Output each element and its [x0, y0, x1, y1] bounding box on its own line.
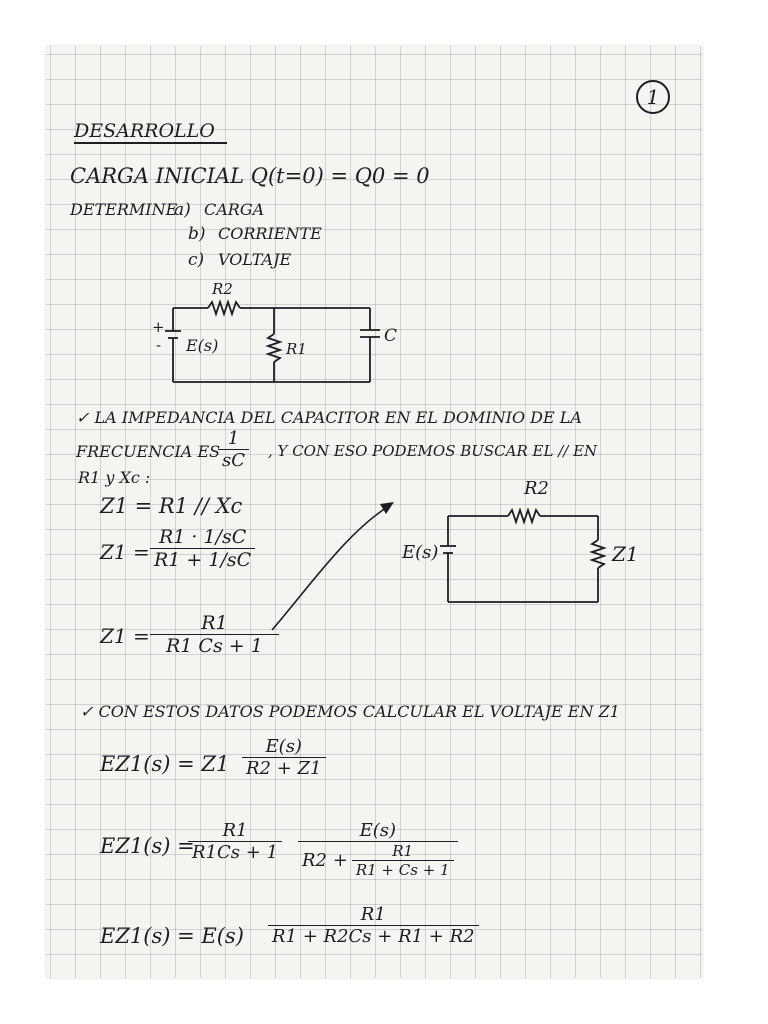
voltage-eq1-denominator: R2 + Z1	[242, 757, 326, 779]
voltage-eq2-numerator-1: R1	[222, 820, 248, 841]
page-number: 1	[636, 80, 670, 114]
nested-denominator: R1 + Cs + 1	[352, 860, 454, 879]
voltage-eq2-fraction-1	[188, 820, 282, 863]
impedance-line-3: R1 y Xc :	[78, 468, 151, 487]
circuit-diagram-2	[46, 46, 702, 746]
voltage-eq3-denominator: R1 + R2Cs + R1 + R2	[268, 925, 479, 947]
voltage-eq2-den-prefix: R2 +	[302, 850, 348, 871]
voltage-eq3-fraction	[268, 904, 479, 947]
voltage-intro: ✓ CON ESTOS DATOS PODEMOS CALCULAR EL VOLTAJE EN Z1	[80, 702, 620, 721]
voltage-eq3-lhs: EZ1(s) = E(s)	[100, 924, 244, 948]
eq3-numerator: R1	[201, 612, 228, 634]
circuit1-r1-label: R1	[286, 340, 307, 358]
circuit1-plus: +	[152, 318, 165, 336]
voltage-eq2-fraction-2	[298, 820, 458, 879]
voltage-eq2-denominator-2	[298, 841, 458, 879]
impedance-line-1: ✓ LA IMPEDANCIA DEL CAPACITOR EN EL DOMINIO DE LA	[76, 408, 582, 427]
equation-z1-lhs-2: Z1 =	[100, 540, 150, 564]
equation-z1-parallel: Z1 = R1 // Xc	[100, 494, 243, 518]
voltage-eq2-denominator-1: R1Cs + 1	[188, 841, 282, 863]
fraction-denominator: sC	[218, 449, 249, 471]
voltage-eq1-lhs: EZ1(s) = Z1	[100, 752, 230, 776]
circuit1-minus: -	[156, 336, 162, 354]
item-c-label: VOLTAJE	[218, 250, 292, 269]
heading: DESARROLLO	[74, 120, 227, 144]
voltage-eq2-lhs: EZ1(s) =	[100, 834, 195, 858]
eq3-denominator: R1 Cs + 1	[150, 634, 279, 657]
item-b-letter: b)	[188, 224, 206, 244]
eq2-numerator: R1 · 1/sC	[158, 526, 247, 548]
nested-numerator: R1	[392, 842, 414, 860]
voltage-eq1-numerator: E(s)	[265, 736, 302, 757]
voltage-eq2-nested-fraction	[352, 842, 454, 879]
voltage-eq2-numerator-2: E(s)	[359, 820, 396, 841]
initial-charge: CARGA INICIAL Q(t=0) = Q0 = 0	[70, 164, 430, 188]
item-c-letter: c)	[188, 250, 205, 270]
item-a-label: CARGA	[204, 200, 265, 219]
determine-label: DETERMINE	[70, 200, 178, 219]
impedance-line-2a: FRECUENCIA ES	[76, 442, 221, 461]
voltage-eq1-fraction	[242, 736, 326, 779]
circuit1-source-label: E(s)	[186, 336, 219, 355]
circuit1-r2-label: R2	[212, 280, 233, 298]
fraction-numerator: 1	[227, 428, 240, 449]
equation-z1-lhs-3: Z1 =	[100, 624, 150, 648]
voltage-eq3-numerator: R1	[360, 904, 386, 925]
eq2-denominator: R1 + 1/sC	[150, 548, 255, 571]
item-b-label: CORRIENTE	[218, 224, 322, 243]
circuit1-c-label: C	[384, 326, 398, 346]
notebook-page	[46, 46, 702, 978]
impedance-line-2b: , Y CON ESO PODEMOS BUSCAR EL // EN	[268, 442, 598, 460]
circuit2-r2-label: R2	[524, 478, 550, 499]
item-a-letter: a)	[174, 200, 191, 220]
circuit2-z1-label: Z1	[612, 542, 639, 566]
circuit2-source-label: E(s)	[402, 542, 439, 563]
